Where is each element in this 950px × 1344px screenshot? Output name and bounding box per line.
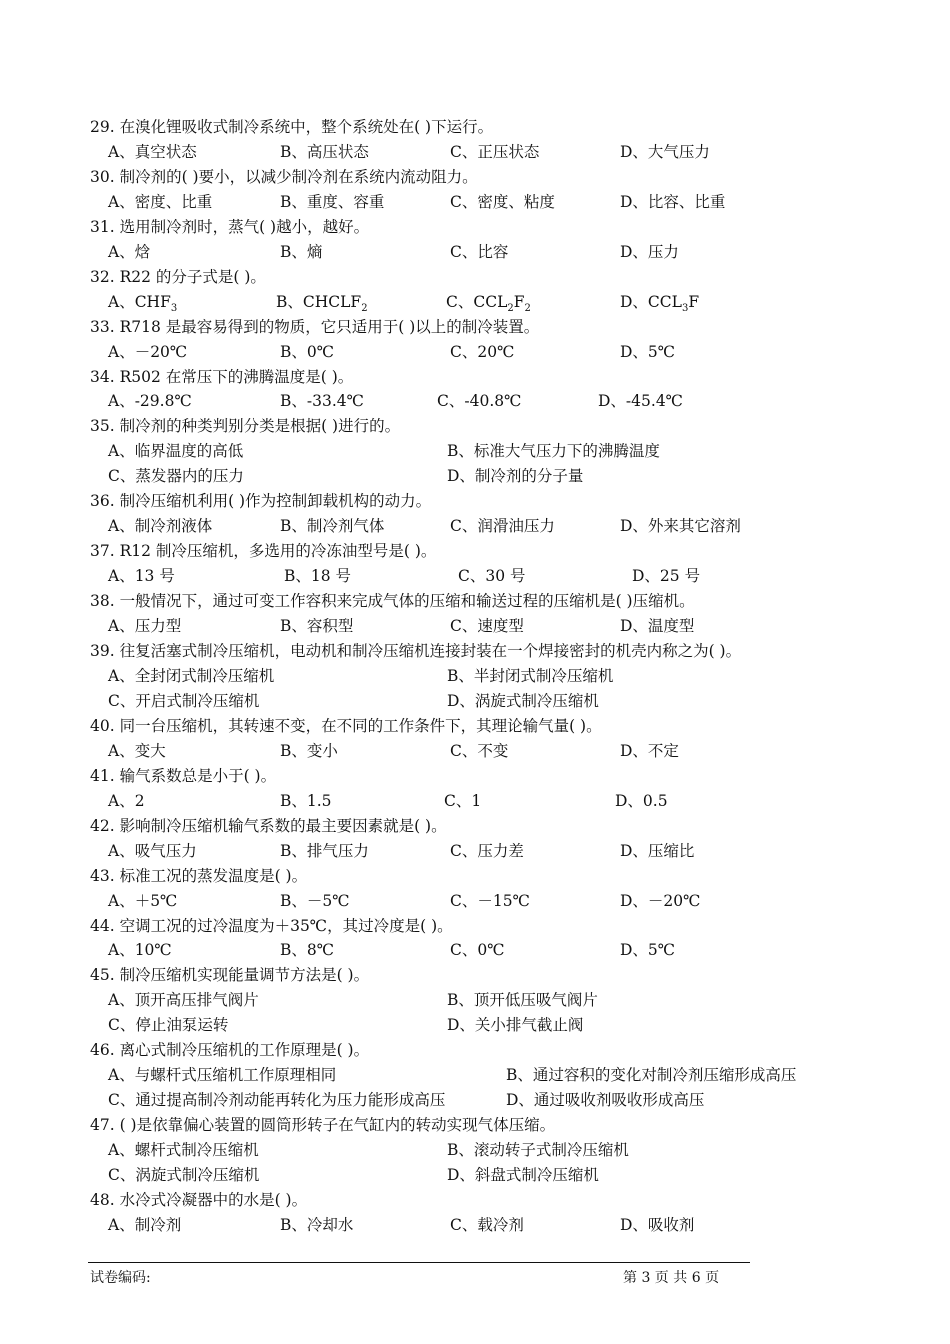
question-33: 33. R718 是最容易得到的物质，它只适用于( )以上的制冷装置。 — [90, 317, 540, 336]
q32-option-d: D、$CCL_3F$ — [620, 292, 700, 314]
q44-option-b: B、8℃ — [280, 941, 335, 960]
question-44: 44. 空调工况的过冷温度为＋35℃，其过冷度是( )。 — [90, 916, 453, 935]
q45-option-c: C、停止油泵运转 — [108, 1016, 229, 1035]
q30-option-c: C、密度、粘度 — [450, 192, 555, 211]
question-43: 43. 标准工况的蒸发温度是( )。 — [90, 866, 308, 885]
q39-option-c: C、开启式制冷压缩机 — [108, 691, 260, 710]
q48-option-d: D、吸收剂 — [620, 1216, 695, 1234]
q35-option-a: A、临界温度的高低 — [108, 442, 244, 461]
question-38: 38. 一般情况下，通过可变工作容积来完成气体的压缩和输送过程的压缩机是( )压缩机。 — [90, 592, 695, 611]
q46-option-d: D、通过吸收剂吸收形成高压 — [506, 1091, 705, 1110]
q45-option-a: A、顶开高压排气阀片 — [108, 991, 259, 1010]
q44-option-a: A、10℃ — [108, 941, 172, 960]
q34-option-d: D、-45.4℃ — [598, 392, 684, 411]
q48-option-a: A、制冷剂 — [108, 1216, 182, 1234]
question-39: 39. 往复活塞式制冷压缩机，电动机和制冷压缩机连接封装在一个焊接密封的机壳内称之为( )。 — [90, 642, 742, 660]
question-32: 32. R22 的分子式是( )。 — [90, 267, 266, 286]
question-36: 36. 制冷压缩机利用( )作为控制卸载机构的动力。 — [90, 492, 432, 511]
q31-option-a: A、焓 — [108, 242, 151, 261]
question-45: 45. 制冷压缩机实现能量调节方法是( )。 — [90, 966, 370, 985]
q38-option-a: A、压力型 — [108, 617, 182, 635]
question-35: 35. 制冷剂的种类判别分类是根据( )进行的。 — [90, 417, 401, 436]
q32-option-a: A、$CHF_3$ — [108, 292, 178, 314]
question-42: 42. 影响制冷压缩机输气系数的最主要因素就是( )。 — [90, 816, 447, 835]
q38-option-c: C、速度型 — [450, 617, 524, 635]
q42-option-d: D、压缩比 — [620, 841, 695, 860]
q33-option-a: A、－20℃ — [108, 342, 188, 361]
q32-option-c: C、$CCL_2F_2$ — [446, 292, 531, 314]
q40-option-a: A、变大 — [108, 741, 166, 760]
q31-option-c: C、比容 — [450, 242, 509, 261]
q37-option-c: C、30 号 — [458, 567, 526, 586]
q36-option-a: A、制冷剂液体 — [108, 517, 213, 536]
q30-option-a: A、密度、比重 — [108, 192, 213, 211]
q33-option-b: B、0℃ — [280, 342, 335, 361]
q39-option-a: A、全封闭式制冷压缩机 — [108, 666, 275, 685]
q37-option-a: A、13 号 — [108, 567, 175, 586]
exam-code-label: 试卷编码: — [90, 1270, 151, 1286]
question-41: 41. 输气系数总是小于( )。 — [90, 766, 277, 785]
q43-option-d: D、－20℃ — [620, 891, 701, 910]
question-34: 34. R502 在常压下的沸腾温度是( )。 — [90, 367, 354, 386]
q32-option-b: B、$CHCLF_2$ — [276, 292, 368, 314]
q47-option-d: D、斜盘式制冷压缩机 — [447, 1166, 599, 1185]
q34-option-a: A、-29.8℃ — [108, 392, 192, 411]
q47-option-c: C、涡旋式制冷压缩机 — [108, 1166, 260, 1185]
q44-option-c: C、0℃ — [450, 941, 505, 960]
question-48: 48. 水冷式冷凝器中的水是( )。 — [90, 1191, 308, 1210]
q31-option-d: D、压力 — [620, 242, 679, 261]
q46-option-c: C、通过提高制冷剂动能再转化为压力能形成高压 — [108, 1091, 446, 1110]
q33-option-d: D、5℃ — [620, 342, 676, 361]
question-29: 29. 在溴化锂吸收式制冷系统中，整个系统处在( )下运行。 — [90, 118, 494, 136]
q45-option-d: D、关小排气截止阀 — [447, 1016, 584, 1035]
q30-option-d: D、比容、比重 — [620, 192, 726, 211]
q36-option-c: C、润滑油压力 — [450, 517, 555, 536]
question-31: 31. 选用制冷剂时，蒸气( )越小，越好。 — [90, 217, 370, 236]
q34-option-b: B、-33.4℃ — [280, 392, 364, 411]
q43-option-b: B、－5℃ — [280, 891, 350, 910]
q44-option-d: D、5℃ — [620, 941, 676, 960]
q47-option-b: B、滚动转子式制冷压缩机 — [447, 1141, 629, 1160]
question-37: 37. R12 制冷压缩机，多选用的冷冻油型号是( )。 — [90, 542, 437, 561]
q35-option-d: D、制冷剂的分子量 — [447, 467, 584, 486]
q48-option-c: C、载冷剂 — [450, 1216, 524, 1234]
q36-option-b: B、制冷剂气体 — [280, 517, 385, 536]
q29-option-a: A、真空状态 — [108, 142, 197, 161]
q29-option-c: C、正压状态 — [450, 142, 540, 161]
q42-option-c: C、压力差 — [450, 841, 524, 860]
q29-option-d: D、大气压力 — [620, 142, 710, 161]
q40-option-d: D、不定 — [620, 741, 679, 760]
q38-option-b: B、容积型 — [280, 617, 354, 635]
q47-option-a: A、螺杆式制冷压缩机 — [108, 1141, 259, 1160]
q46-option-b: B、通过容积的变化对制冷剂压缩形成高压 — [506, 1066, 797, 1085]
q38-option-d: D、温度型 — [620, 617, 695, 635]
question-40: 40. 同一台压缩机，其转速不变，在不同的工作条件下，其理论输气量( )。 — [90, 716, 602, 735]
page-number: 第 3 页 共 6 页 — [623, 1270, 720, 1286]
q48-option-b: B、冷却水 — [280, 1216, 354, 1234]
q30-option-b: B、重度、容重 — [280, 192, 385, 211]
q29-option-b: B、高压状态 — [280, 142, 369, 161]
q36-option-d: D、外来其它溶剂 — [620, 517, 741, 536]
q42-option-b: B、排气压力 — [280, 841, 369, 860]
q43-option-c: C、－15℃ — [450, 891, 530, 910]
q43-option-a: A、＋5℃ — [108, 891, 178, 910]
q41-option-b: B、1.5 — [280, 791, 332, 810]
q41-option-a: A、2 — [108, 791, 145, 810]
q35-option-b: B、标准大气压力下的沸腾温度 — [447, 442, 660, 461]
question-46: 46. 离心式制冷压缩机的工作原理是( )。 — [90, 1041, 370, 1060]
q31-option-b: B、熵 — [280, 242, 323, 261]
question-30: 30. 制冷剂的( )要小，以减少制冷剂在系统内流动阻力。 — [90, 167, 478, 186]
q39-option-b: B、半封闭式制冷压缩机 — [447, 666, 614, 685]
q37-option-b: B、18 号 — [284, 567, 352, 586]
q41-option-c: C、1 — [444, 791, 482, 810]
q41-option-d: D、0.5 — [615, 791, 668, 810]
q40-option-c: C、不变 — [450, 741, 509, 760]
question-47: 47. ( )是依靠偏心装置的圆筒形转子在气缸内的转动实现气体压缩。 — [90, 1116, 556, 1135]
q42-option-a: A、吸气压力 — [108, 841, 197, 860]
q34-option-c: C、-40.8℃ — [437, 392, 522, 411]
q45-option-b: B、顶开低压吸气阀片 — [447, 991, 598, 1010]
q33-option-c: C、20℃ — [450, 342, 515, 361]
q37-option-d: D、25 号 — [632, 567, 701, 586]
footer-rule — [88, 1262, 750, 1263]
q39-option-d: D、涡旋式制冷压缩机 — [447, 691, 599, 710]
q40-option-b: B、变小 — [280, 741, 338, 760]
q46-option-a: A、与螺杆式压缩机工作原理相同 — [108, 1066, 337, 1085]
q35-option-c: C、蒸发器内的压力 — [108, 467, 244, 486]
